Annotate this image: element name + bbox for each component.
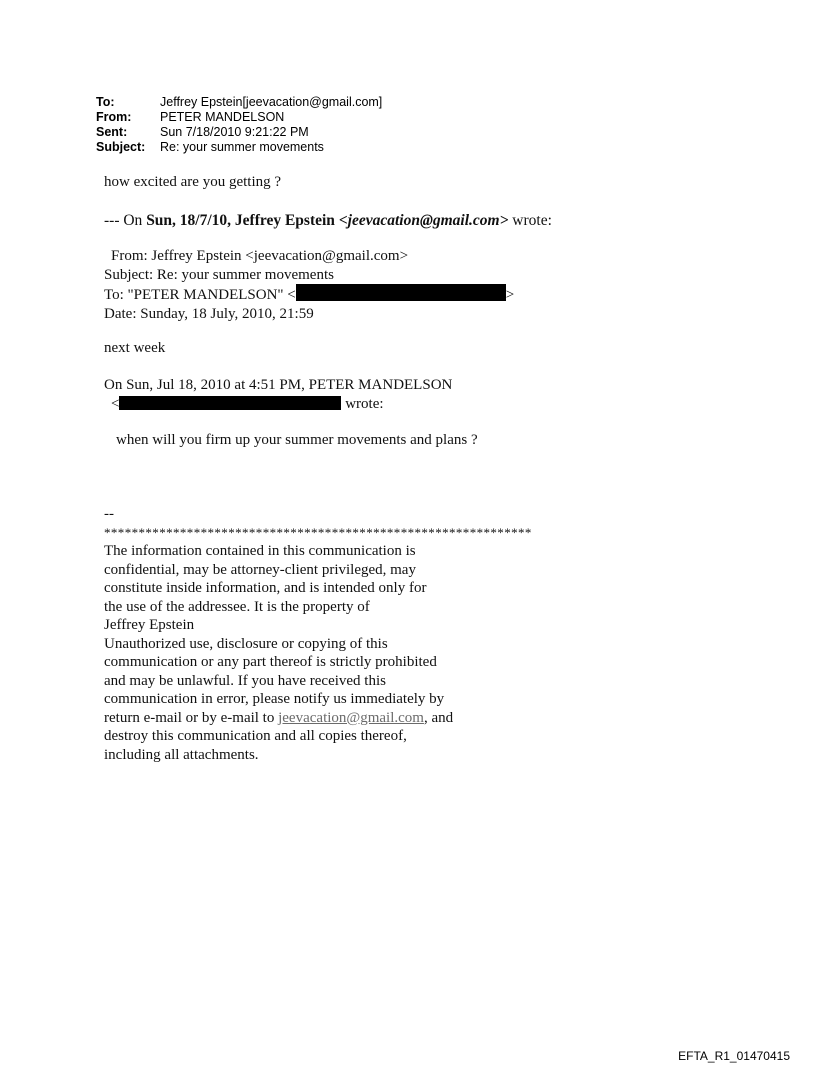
quote2-suffix: wrote:: [341, 395, 384, 412]
disclaimer-line-8: and may be unlawful. If you have received this: [104, 672, 386, 689]
signature-dashes: --: [104, 506, 114, 522]
quote-intro: [104, 212, 552, 230]
subject-value: Re: your summer movements: [160, 140, 324, 154]
header-to-row: [96, 95, 382, 110]
fwd-to-suffix: >: [505, 287, 515, 303]
document-id: EFTA_R1_01470415: [678, 1049, 790, 1063]
fwd-to-prefix: To: "PETER MANDELSON" <: [104, 287, 296, 303]
disclaimer-return-line: [104, 709, 532, 728]
quote-intro-prefix: --- On: [104, 212, 147, 229]
from-value: PETER MANDELSON: [160, 110, 285, 124]
quote2-prefix: <: [111, 395, 120, 412]
header-subject-row: [96, 140, 382, 155]
return-suffix: , and: [423, 709, 454, 726]
quote-intro-suffix: wrote:: [508, 212, 552, 229]
disclaimer-line-1: The information contained in this communication is: [104, 543, 416, 559]
disclaimer-line-2: confidential, may be attorney-client privileged, may: [104, 561, 416, 578]
to-label: To:: [96, 95, 115, 109]
disclaimer-attach-line: including all attachments.: [104, 746, 259, 763]
disclaimer-destroy-line: destroy this communication and all copies thereof,: [104, 728, 407, 744]
quote2-body: when will you firm up your summer movements and plans ?: [116, 432, 478, 448]
redaction-bar: [119, 396, 341, 410]
star-separator: **************************************************************: [104, 524, 532, 540]
from-label: From:: [96, 110, 132, 124]
quote2-line1: On Sun, Jul 18, 2010 at 4:51 PM, PETER MANDELSON: [104, 377, 453, 393]
header-sent-row: [96, 125, 382, 140]
fwd-to-line: [104, 284, 514, 305]
fwd-subject-line: Subject: Re: your summer movements: [104, 266, 334, 283]
quote-intro-date: Sun, 18/7/10, Jeffrey Epstein: [146, 212, 339, 229]
disclaimer-line-9: communication in error, please notify us immediately by: [104, 691, 445, 707]
next-week-line: next week: [104, 340, 166, 356]
forwarded-headers: [104, 247, 514, 323]
signature-disclaimer: [104, 505, 532, 764]
disclaimer-line-5: Jeffrey Epstein: [104, 617, 195, 633]
header-from-row: [96, 110, 382, 125]
sent-value: Sun 7/18/2010 9:21:22 PM: [160, 125, 309, 139]
reply-line: how excited are you getting ?: [104, 174, 282, 190]
quote2-line2: [104, 395, 452, 414]
fwd-date-line: Date: Sunday, 18 July, 2010, 21:59: [104, 305, 314, 322]
email-link[interactable]: jeevacation@gmail.com: [278, 709, 424, 726]
return-prefix: return e-mail or by e-mail to: [104, 709, 279, 726]
disclaimer-line-6: Unauthorized use, disclosure or copying of this: [104, 635, 388, 652]
disclaimer-line-4: the use of the addressee. It is the property of: [104, 598, 370, 615]
to-value: Jeffrey Epstein[jeevacation@gmail.com]: [160, 95, 383, 109]
fwd-from-line: From: Jeffrey Epstein <jeevacation@gmail.com>: [111, 248, 409, 264]
quote-intro-email: <jeevacation@gmail.com>: [338, 212, 509, 229]
disclaimer-line-3: constitute inside information, and is intended only for: [104, 580, 427, 596]
sent-label: Sent:: [96, 125, 128, 139]
redaction-bar: [296, 284, 506, 301]
email-header: [96, 95, 382, 155]
quote2: [104, 376, 452, 413]
disclaimer-line-7: communication or any part thereof is strictly prohibited: [104, 654, 437, 670]
subject-label: Subject:: [96, 140, 146, 154]
